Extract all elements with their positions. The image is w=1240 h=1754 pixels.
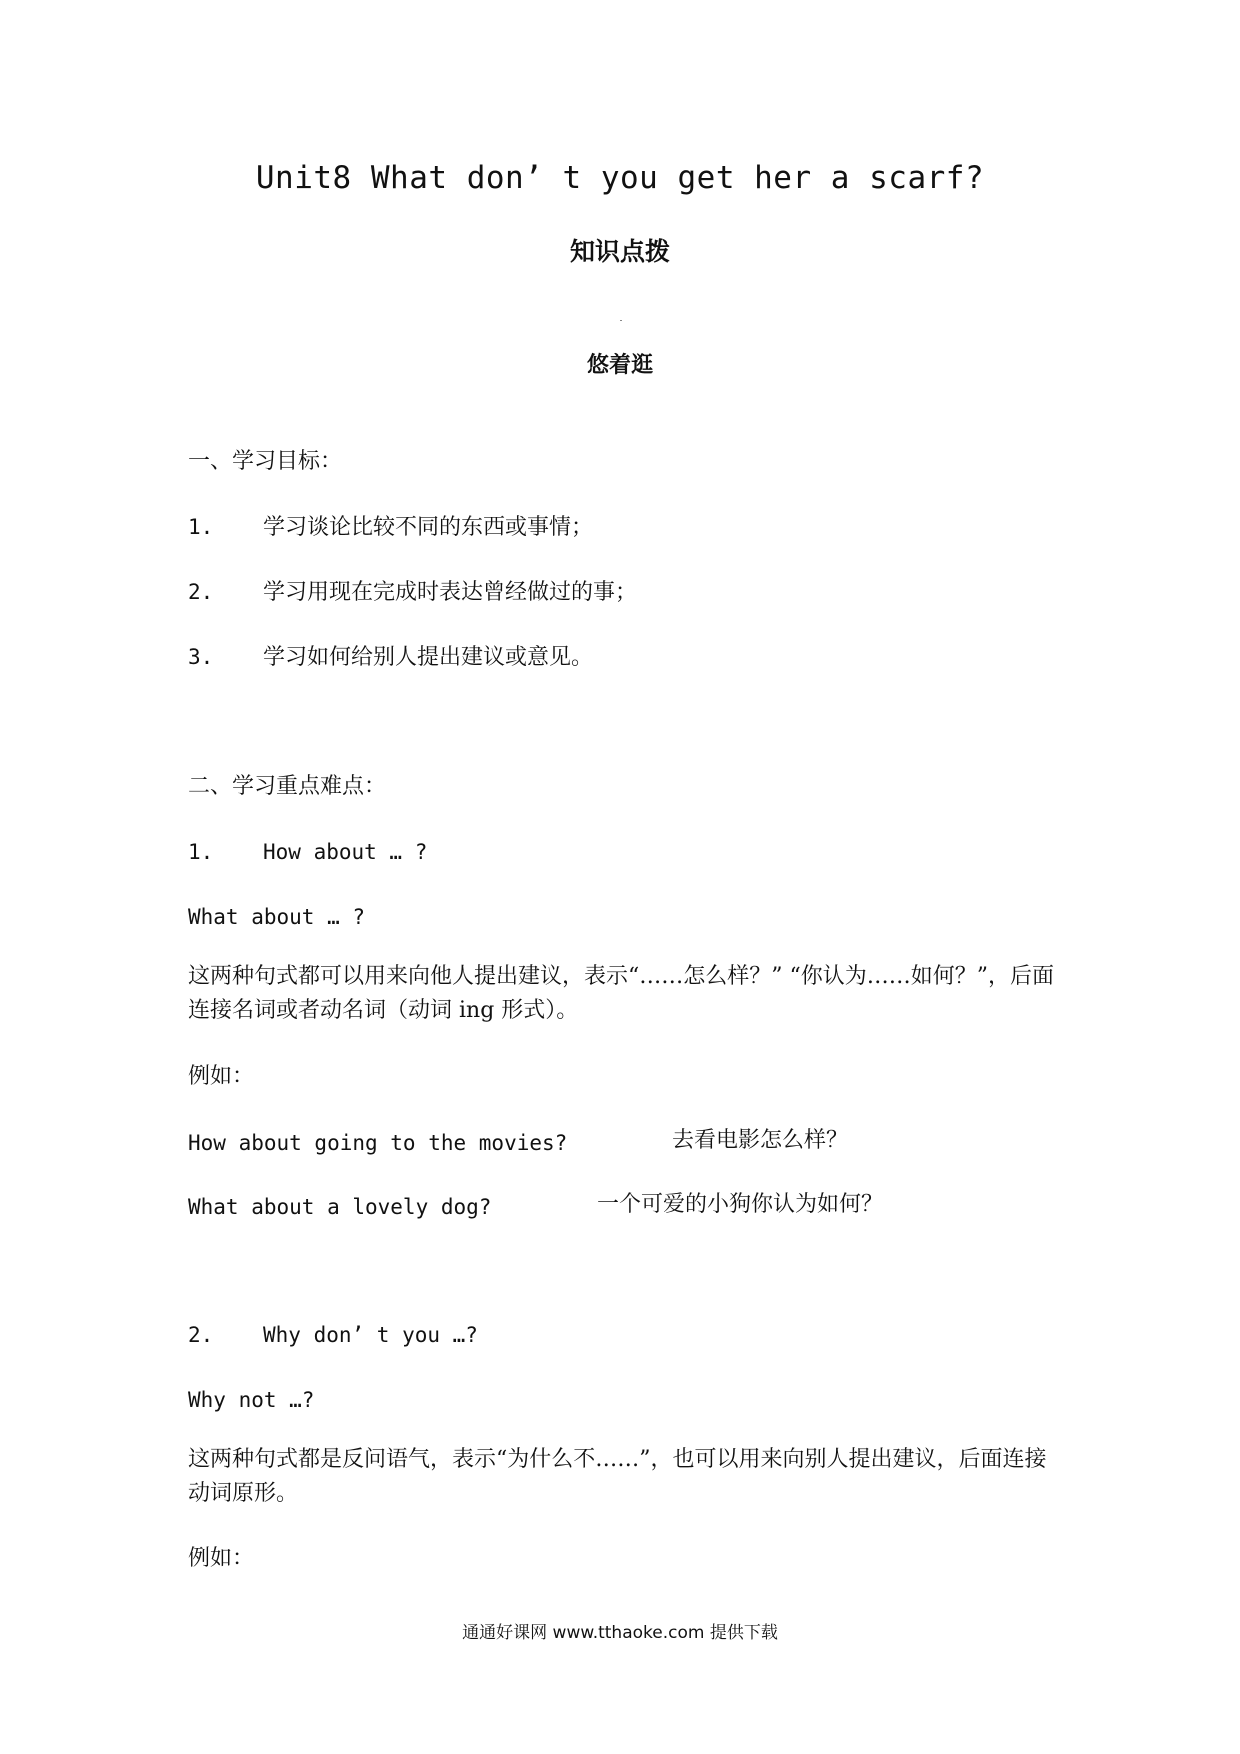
section1-item-2 [188, 575, 637, 610]
page-footer: 通通好课网 www.tthaoke.com 提供下载 [462, 1623, 778, 1643]
page-subtitle: 知识点拨 [569, 237, 670, 266]
point1-phrase1 [188, 835, 427, 870]
point-number: 1. [188, 840, 214, 864]
section1-item-3 [188, 640, 593, 675]
item-text: 学习用现在完成时表达曾经做过的事； [263, 580, 638, 605]
author-name: 悠着逛 [586, 353, 653, 378]
point1-example-label: 例如： [188, 1064, 255, 1089]
point2-example-label: 例如： [188, 1546, 255, 1571]
point2-phrase2: Why not …? [188, 1388, 315, 1412]
point1-phrase2: What about … ? [188, 905, 366, 929]
item-number: 1. [188, 515, 214, 539]
example-2-english: What about a lovely dog? [188, 1195, 492, 1219]
section1-heading: 一、学习目标： [188, 449, 343, 474]
section1-item-1 [188, 510, 593, 545]
item-number: 3. [188, 645, 214, 669]
phrase-text: Why don’ t you …? [263, 1323, 478, 1347]
point-number: 2. [188, 1323, 214, 1347]
phrase-text: How about … ? [263, 840, 428, 864]
point2-phrase1 [188, 1318, 478, 1353]
stray-dot [620, 320, 622, 321]
example-1-chinese: 去看电影怎么样？ [672, 1128, 849, 1153]
section2-heading: 二、学习重点难点： [188, 774, 387, 799]
page-title: Unit8 What don’ t you get her a scarf? [255, 160, 985, 196]
example-2-chinese: 一个可爱的小狗你认为如何？ [597, 1192, 884, 1217]
example-1-english: How about going to the movies? [188, 1131, 568, 1155]
item-text: 学习如何给别人提出建议或意见。 [263, 645, 594, 670]
point2-explanation: 这两种句式都是反问语气，表示“为什么不……”，也可以用来向别人提出建议，后面连接动词原形。 [188, 1447, 1047, 1506]
item-number: 2. [188, 580, 214, 604]
point1-explanation: 这两种句式都可以用来向他人提出建议，表示“……怎么样？” “你认为……如何？”，后面连接名词或者动名词（动词 ing 形式）。 [188, 964, 1054, 1023]
item-text: 学习谈论比较不同的东西或事情； [263, 515, 594, 540]
